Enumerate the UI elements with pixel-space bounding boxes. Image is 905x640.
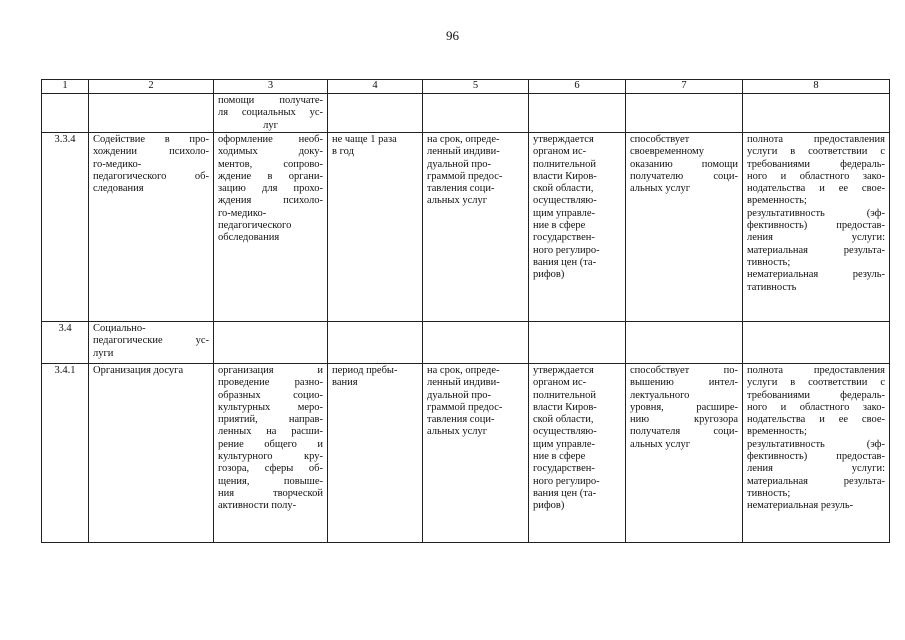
cell-text-line: в год [332,146,354,158]
cell-text-line: нодательства и ее свое- [747,414,885,426]
cell-text-line: Социально- [93,323,146,334]
cell-frequency [328,364,423,543]
cell-text-line: получателя соци- [630,426,738,438]
cell-tariff [529,133,626,322]
cell-text-line: полнота предоставления [747,134,885,145]
cell-text-line: Организация досуга [93,365,184,376]
cell-text-line: фективность) предостав- [747,451,885,463]
cell-quality [743,94,890,133]
cell-description [214,364,328,543]
cell-description [214,94,328,133]
cell-text-line: альных услуг [427,426,488,438]
cell-text-line: проведение разно- [218,377,323,389]
cell-text-line: полнительной [533,389,596,401]
cell-text-line: лектуального [630,389,690,401]
cell-text-line: своевременному [630,146,704,158]
cell-text-line: способствует по- [630,365,738,376]
page-number: 96 [446,28,459,43]
cell-text-line: ленный индиви- [427,377,500,389]
cell-text-line: альных услуг [630,183,691,195]
cell-text-line: помощи получате- [218,95,323,106]
cell-text-line: нию кругозора [630,414,738,426]
cell-text-line: ждение в органи- [218,170,323,182]
cell-text-line: власти Киров- [533,170,597,182]
cell-text-line: альных услуг [630,438,691,450]
cell-text-line: ждения психоло- [218,195,323,207]
cell-effect [626,94,743,133]
cell-number: 3.4.1 [42,364,89,543]
cell-text-line: следования [93,183,144,195]
cell-text-line: не чаще 1 раза [332,134,397,145]
cell-text-line: ленных на расши- [218,426,323,438]
cell-text-line: государствен- [533,232,595,244]
cell-text-line: ментов, сопрово- [218,158,323,170]
cell-service-name [89,94,214,133]
cell-tariff [529,94,626,133]
cell-text-line: на срок, опреде- [427,134,500,145]
cell-text-line: требованиями федераль- [747,158,885,170]
cell-text-line: щения, повыше- [218,475,323,487]
cell-text-line: луг [263,119,278,131]
column-number-row [42,80,890,94]
cell-term [423,133,529,322]
cell-text-line: ленный индиви- [427,146,500,158]
cell-text-line: вания цен (та- [533,256,597,268]
cell-text-line: ного регулиро- [533,475,600,487]
column-number: 4 [328,80,423,94]
cell-text-line: фективность) предостав- [747,220,885,232]
cell-number: 3.3.4 [42,133,89,322]
cell-text-line: осуществляю- [533,195,597,207]
cell-text-line: период пребы- [332,365,398,376]
cell-text-line: го-медико- [93,158,142,170]
cell-text-line: способствует [630,134,690,145]
column-number: 1 [42,80,89,94]
cell-text-line: рифов) [533,500,565,512]
cell-service-name [89,322,214,364]
column-number: 7 [626,80,743,94]
cell-text-line: ходимых доку- [218,146,323,158]
cell-text-line: луги [93,347,114,359]
cell-text-line: органом ис- [533,377,587,389]
cell-text-line: граммой предос- [427,401,503,413]
cell-text-line: щим управле- [533,438,595,450]
cell-text-line: хождении психоло- [93,146,209,158]
cell-text-line: ления услуги: [747,232,885,244]
table-row [42,94,890,133]
cell-text-line: альных услуг [427,195,488,207]
cell-text-line: материальная результа- [747,475,885,487]
cell-text-line: обследования [218,232,280,244]
cell-text-line: тивность; [747,487,791,499]
column-number: 5 [423,80,529,94]
cell-effect [626,322,743,364]
table-row [42,322,890,364]
cell-text-line: утверждается [533,134,594,145]
cell-text-line: педагогические ус- [93,335,209,347]
cell-text-line: утверждается [533,365,594,376]
cell-text-line: требованиями федераль- [747,389,885,401]
cell-text-line: организация и [218,365,323,376]
cell-text-line: услуги в соответствии с [747,146,885,158]
cell-text-line: ние в сфере [533,220,586,232]
cell-tariff [529,322,626,364]
cell-text-line: педагогического [218,220,292,232]
column-number: 8 [743,80,890,94]
cell-text-line: активности полу- [218,500,297,512]
cell-effect [626,364,743,543]
cell-text-line: тавления соци- [427,183,495,195]
cell-text-line: осуществляю- [533,426,597,438]
cell-text-line: рифов) [533,269,565,281]
cell-number [42,94,89,133]
cell-text-line: нематериальная резуль- [747,269,885,281]
cell-text-line: на срок, опреде- [427,365,500,376]
cell-term [423,322,529,364]
cell-quality [743,322,890,364]
cell-text-line: ской области, [533,414,594,426]
cell-text-line: ления услуги: [747,463,885,475]
cell-text-line: государствен- [533,463,595,475]
cell-text-line: дуальной про- [427,158,491,170]
cell-tariff [529,364,626,543]
cell-text-line: власти Киров- [533,401,597,413]
cell-text-line: граммой предос- [427,170,503,182]
cell-text-line: нодательства и ее свое- [747,183,885,195]
cell-text-line: культурного кру- [218,451,323,463]
cell-effect [626,133,743,322]
cell-text-line: образных социо- [218,389,323,401]
table-row [42,133,890,322]
cell-text-line: дуальной про- [427,389,491,401]
cell-service-name [89,133,214,322]
cell-frequency [328,322,423,364]
cell-text-line: полнота предоставления [747,365,885,376]
cell-text-line: услуги в соответствии с [747,377,885,389]
cell-text-line: гозора, сферы об- [218,463,323,475]
cell-text-line: ного регулиро- [533,244,600,256]
cell-number: 3.4 [42,322,89,364]
cell-text-line: вышению интел- [630,377,738,389]
cell-description [214,133,328,322]
cell-text-line: материальная результа- [747,244,885,256]
cell-text-line: полнительной [533,158,596,170]
cell-text-line: результативность (эф- [747,438,885,450]
cell-quality [743,364,890,543]
cell-text-line: ния творческой [218,487,323,499]
cell-text-line: педагогического об- [93,170,209,182]
column-number: 6 [529,80,626,94]
cell-text-line: ние в сфере [533,451,586,463]
cell-text-line: ного и областного зако- [747,401,885,413]
cell-term [423,364,529,543]
cell-service-name [89,364,214,543]
column-number: 2 [89,80,214,94]
cell-text-line: ного и областного зако- [747,170,885,182]
cell-text-line: вания [332,377,358,389]
cell-text-line: рение общего и [218,438,323,450]
cell-term [423,94,529,133]
cell-text-line: тативность [747,281,797,293]
column-number: 3 [214,80,328,94]
cell-text-line: приятий, направ- [218,414,323,426]
cell-text-line: ля социальных ус- [218,107,323,119]
services-table [41,79,890,543]
cell-text-line: уровня, расшире- [630,401,738,413]
cell-text-line: временность; [747,426,807,438]
cell-text-line: временность; [747,195,807,207]
cell-text-line: культурных меро- [218,401,323,413]
cell-text-line: оформление необ- [218,134,323,145]
cell-text-line: органом ис- [533,146,587,158]
cell-text-line: го-медико- [218,207,267,219]
cell-text-line: тивность; [747,256,791,268]
cell-text-line: получателю соци- [630,170,738,182]
table-row [42,364,890,543]
cell-text-line: Содействие в про- [93,134,209,145]
cell-text-line: зацию для прохо- [218,183,323,195]
cell-frequency [328,133,423,322]
cell-text-line: ской области, [533,183,594,195]
cell-text-line: нематериальная резуль- [747,500,854,512]
cell-text-line: тавления соци- [427,414,495,426]
cell-quality [743,133,890,322]
cell-text-line: вания цен (та- [533,487,597,499]
cell-text-line: результативность (эф- [747,207,885,219]
cell-text-line: щим управле- [533,207,595,219]
cell-description [214,322,328,364]
cell-text-line: оказанию помощи [630,158,738,170]
cell-frequency [328,94,423,133]
